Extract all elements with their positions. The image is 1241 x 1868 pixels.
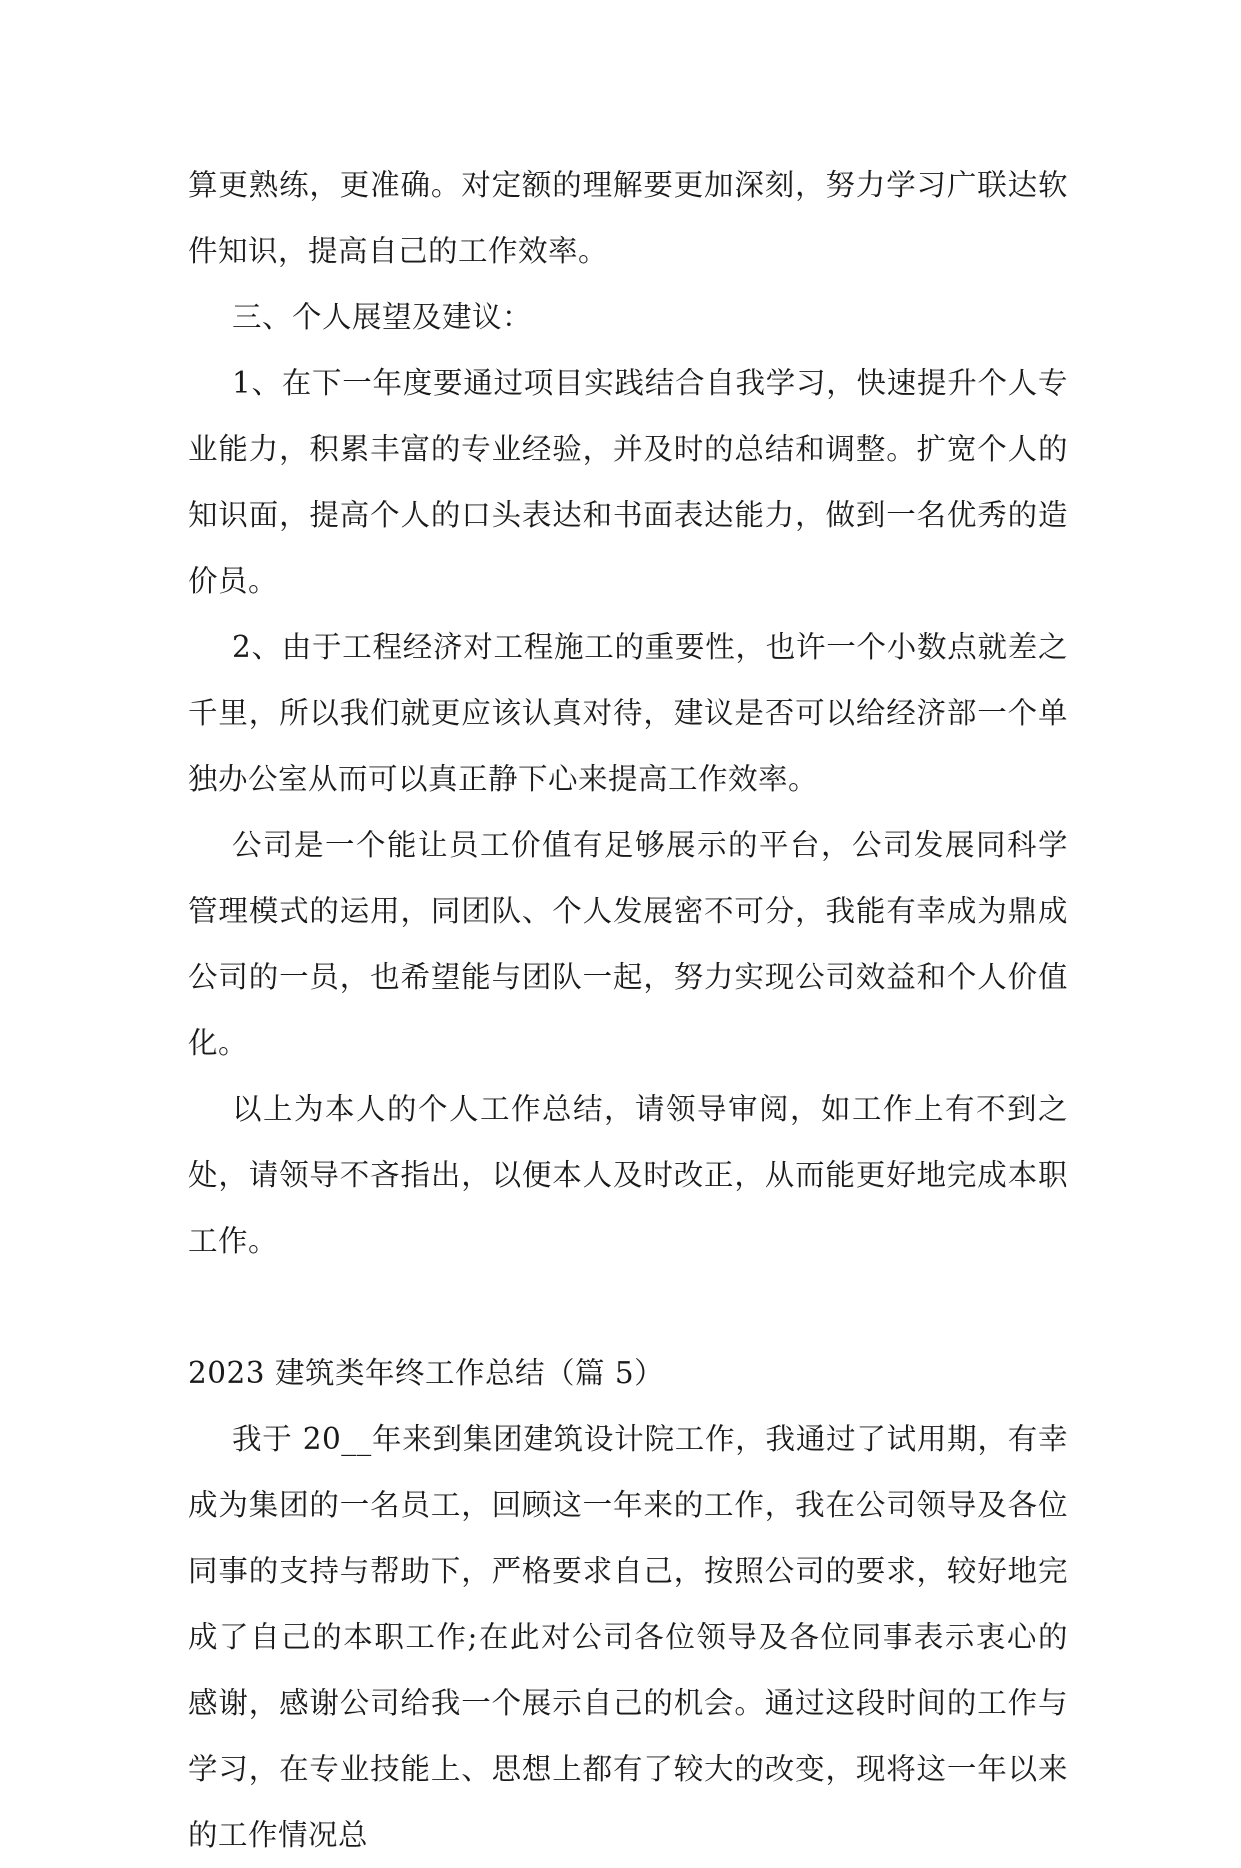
paragraph-continued: 算更熟练，更准确。对定额的理解要更加深刻，努力学习广联达软件知识，提高自己的工作效率。	[188, 168, 1068, 268]
paragraph-company-platform: 公司是一个能让员工价值有足够展示的平台，公司发展同科学管理模式的运用，同团队、个人发展密不可分，我能有幸成为鼎成公司的一员，也希望能与团队一起，努力实现公司效益和个人价值化。	[188, 828, 1068, 1060]
section-heading: 2023 建筑类年终工作总结（篇 5）	[188, 1356, 665, 1390]
paragraph-closing: 以上为本人的个人工作总结，请领导审阅，如工作上有不到之处，请领导不吝指出，以便本人及时改正，从而能更好地完成本职工作。	[188, 1092, 1068, 1258]
paragraph-suggestion-1: 1、在下一年度要通过项目实践结合自我学习，快速提升个人专业能力，积累丰富的专业经验，并及时的总结和调整。扩宽个人的知识面，提高个人的口头表达和书面表达能力，做到一名优秀的造价员。	[188, 366, 1068, 598]
paragraph-suggestion-2: 2、由于工程经济对工程施工的重要性，也许一个小数点就差之千里，所以我们就更应该认真对待，建议是否可以给经济部一个单独办公室从而可以真正静下心来提高工作效率。	[188, 630, 1068, 796]
paragraph-section-intro: 我于 20__年来到集团建筑设计院工作，我通过了试用期，有幸成为集团的一名员工，回顾这一年来的工作，我在公司领导及各位同事的支持与帮助下，严格要求自己，按照公司的要求，较好地完成了自己的本职工作;在此对公司各位领导及各位同事表示衷心的感谢，感谢公司给我一个展示自己的机会。通过这段时间的工作与学习，在专业技能上、思想上都有了较大的改变，现将这一年以来的工作情况总	[188, 1422, 1068, 1852]
document-body	[188, 152, 1068, 1868]
section-subheading-outlook: 三、个人展望及建议：	[232, 300, 533, 334]
